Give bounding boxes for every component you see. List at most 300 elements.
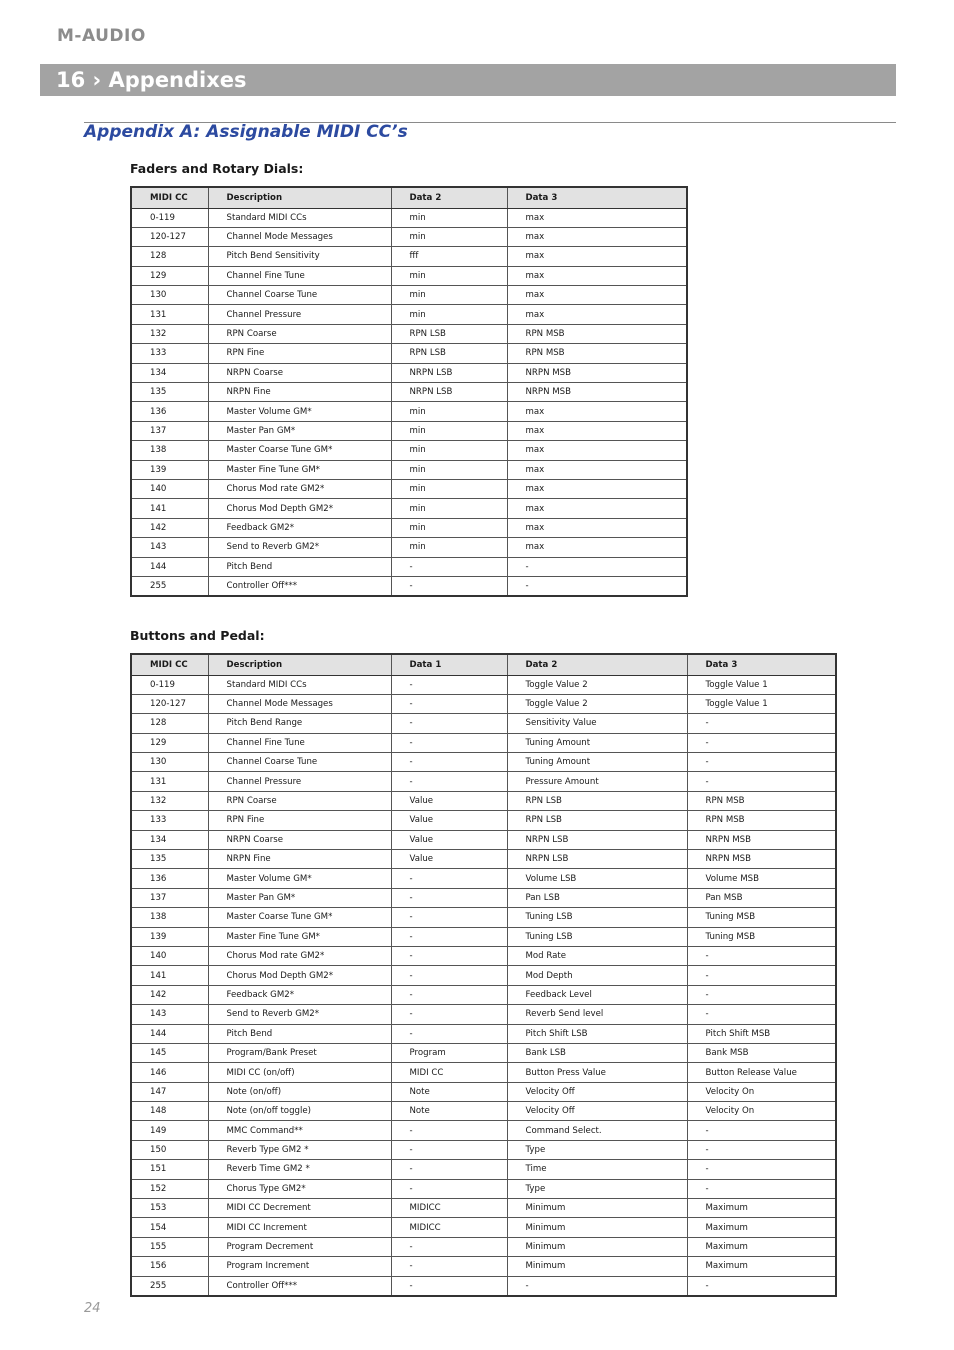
table-cell: 134 [131,830,208,849]
table-cell: 136 [131,869,208,888]
table-cell: 138 [131,441,208,460]
table-cell: Master Volume GM* [208,869,391,888]
table-cell: - [391,966,507,985]
table-cell: MIDI CC Decrement [208,1199,391,1218]
table-cell: 131 [131,772,208,791]
table-cell: Master Pan GM* [208,888,391,907]
table-cell: Tuning LSB [507,908,687,927]
table-cell: Value [391,791,507,810]
table-cell: Chorus Mod Depth GM2* [208,499,391,518]
table-cell: 139 [131,460,208,479]
table-row [131,421,687,440]
table-row [131,908,836,927]
table-row [131,227,687,246]
table-cell: max [507,499,687,518]
table-cell: - [687,1140,836,1159]
table-cell: - [391,1237,507,1256]
table-cell: 150 [131,1140,208,1159]
table-cell: Program Increment [208,1257,391,1276]
table-cell: Toggle Value 2 [507,675,687,694]
table-cell: max [507,286,687,305]
table-row [131,1005,836,1024]
table-row [131,363,687,382]
table-cell: 130 [131,753,208,772]
table-cell: - [391,576,507,595]
table-cell: Mod Depth [507,966,687,985]
table-row [131,344,687,363]
table-row [131,518,687,537]
table-cell: - [687,772,836,791]
table-cell: - [687,753,836,772]
table-cell: MIDICC [391,1199,507,1218]
faders-section-heading: Faders and Rotary Dials: [130,161,304,176]
table-row [131,966,836,985]
table-cell: 143 [131,1005,208,1024]
table-cell: Minimum [507,1218,687,1237]
table-cell: - [391,675,507,694]
chapter-title: 16 › Appendixes [56,68,247,92]
table-cell: Tuning LSB [507,927,687,946]
table-cell: 140 [131,479,208,498]
table-cell: RPN Fine [208,811,391,830]
table-cell: fff [391,247,507,266]
faders-table-body [131,208,687,596]
table-cell: RPN MSB [687,811,836,830]
table-cell: 144 [131,1024,208,1043]
buttons-cc-table [130,653,837,1297]
table-cell: Chorus Mod rate GM2* [208,946,391,965]
table-cell: max [507,402,687,421]
table-cell: Pitch Bend Sensitivity [208,247,391,266]
column-header: Data 3 [687,654,836,675]
table-cell: Tuning Amount [507,733,687,752]
table-cell: 255 [131,576,208,595]
table-cell: 156 [131,1257,208,1276]
table-cell: Pitch Bend [208,557,391,576]
table-cell: 120-127 [131,227,208,246]
table-cell: 141 [131,966,208,985]
table-cell: RPN LSB [391,324,507,343]
table-cell: 151 [131,1160,208,1179]
table-cell: min [391,305,507,324]
table-cell: Mod Rate [507,946,687,965]
table-cell: Toggle Value 1 [687,675,836,694]
table-cell: Maximum [687,1257,836,1276]
table-cell: Velocity On [687,1082,836,1101]
table-cell: Volume LSB [507,869,687,888]
table-cell: max [507,479,687,498]
table-cell: 147 [131,1082,208,1101]
table-cell: Feedback GM2* [208,518,391,537]
table-cell: Maximum [687,1199,836,1218]
table-cell: Tuning MSB [687,927,836,946]
table-cell: - [507,576,687,595]
table-cell: NRPN LSB [507,830,687,849]
table-cell: Time [507,1160,687,1179]
table-cell: max [507,208,687,227]
table-cell: min [391,208,507,227]
table-cell: 137 [131,888,208,907]
table-cell: Note (on/off) [208,1082,391,1101]
table-cell: min [391,499,507,518]
table-cell: - [391,1257,507,1276]
table-cell: Toggle Value 2 [507,694,687,713]
table-cell: Feedback GM2* [208,985,391,1004]
table-cell: 132 [131,791,208,810]
table-row [131,499,687,518]
table-cell: NRPN LSB [507,850,687,869]
table-header-row [131,654,836,675]
table-cell: - [391,927,507,946]
table-cell: Value [391,850,507,869]
table-cell: MIDI CC Increment [208,1218,391,1237]
table-cell: 141 [131,499,208,518]
table-cell: max [507,266,687,285]
table-cell: Button Release Value [687,1063,836,1082]
table-cell: max [507,227,687,246]
table-cell: Minimum [507,1257,687,1276]
table-cell: - [391,557,507,576]
table-cell: 148 [131,1102,208,1121]
table-row [131,1276,836,1295]
table-cell: RPN Coarse [208,324,391,343]
table-row [131,1140,836,1159]
table-cell: Maximum [687,1218,836,1237]
table-cell: Controller Off*** [208,1276,391,1295]
table-cell: Chorus Mod Depth GM2* [208,966,391,985]
table-cell: 149 [131,1121,208,1140]
table-cell: MMC Command** [208,1121,391,1140]
table-cell: Velocity Off [507,1082,687,1101]
table-cell: 145 [131,1043,208,1062]
table-cell: Standard MIDI CCs [208,208,391,227]
table-row [131,1121,836,1140]
table-cell: Standard MIDI CCs [208,675,391,694]
table-cell: - [687,1121,836,1140]
table-row [131,1257,836,1276]
table-cell: Toggle Value 1 [687,694,836,713]
table-cell: 128 [131,247,208,266]
table-row [131,305,687,324]
table-cell: NRPN LSB [391,363,507,382]
chapter-header-bar [40,64,896,96]
table-row [131,1082,836,1101]
table-row [131,1199,836,1218]
table-row [131,811,836,830]
table-cell: - [687,733,836,752]
table-cell: Value [391,811,507,830]
table-row [131,869,836,888]
table-row [131,1179,836,1198]
column-header: Data 3 [507,187,687,208]
table-cell: MIDI CC (on/off) [208,1063,391,1082]
appendix-title: Appendix A: Assignable MIDI CC’s [84,122,408,142]
table-row [131,888,836,907]
table-cell: Program [391,1043,507,1062]
table-cell: NRPN MSB [687,850,836,869]
table-cell: - [687,946,836,965]
column-header: Data 1 [391,654,507,675]
table-cell: 132 [131,324,208,343]
table-cell: - [391,753,507,772]
table-cell: 0-119 [131,208,208,227]
table-cell: 131 [131,305,208,324]
table-cell: Master Fine Tune GM* [208,460,391,479]
table-cell: NRPN LSB [391,383,507,402]
table-cell: 0-119 [131,675,208,694]
table-cell: NRPN MSB [687,830,836,849]
table-cell: max [507,421,687,440]
table-row [131,791,836,810]
table-cell: Pitch Shift LSB [507,1024,687,1043]
table-cell: Button Press Value [507,1063,687,1082]
table-row [131,850,836,869]
table-cell: Volume MSB [687,869,836,888]
table-cell: max [507,441,687,460]
table-row [131,538,687,557]
table-cell: Pan LSB [507,888,687,907]
table-cell: - [687,1276,836,1295]
table-cell: Tuning Amount [507,753,687,772]
table-cell: min [391,227,507,246]
table-row [131,402,687,421]
column-header: Description [208,187,391,208]
table-cell: Channel Pressure [208,772,391,791]
table-header-row [131,187,687,208]
table-cell: - [687,1179,836,1198]
table-row [131,208,687,227]
table-cell: Channel Coarse Tune [208,286,391,305]
table-row [131,1102,836,1121]
table-row [131,714,836,733]
table-cell: Channel Coarse Tune [208,753,391,772]
table-cell: Velocity On [687,1102,836,1121]
table-cell: - [687,1160,836,1179]
table-cell: MIDICC [391,1218,507,1237]
table-cell: Master Fine Tune GM* [208,927,391,946]
table-cell: Note [391,1082,507,1101]
table-cell: NRPN MSB [507,363,687,382]
table-cell: max [507,460,687,479]
table-cell: min [391,286,507,305]
column-header: MIDI CC [131,654,208,675]
table-row [131,383,687,402]
table-cell: - [391,1005,507,1024]
m-audio-logo: M-AUDIO [57,26,146,46]
table-cell: - [391,869,507,888]
column-header: Data 2 [391,187,507,208]
table-cell: min [391,441,507,460]
table-cell: 143 [131,538,208,557]
table-row [131,772,836,791]
table-cell: Reverb Send level [507,1005,687,1024]
table-cell: Program Decrement [208,1237,391,1256]
table-row [131,1024,836,1043]
table-cell: min [391,538,507,557]
table-cell: min [391,479,507,498]
table-cell: Master Volume GM* [208,402,391,421]
table-cell: max [507,247,687,266]
table-cell: 135 [131,383,208,402]
table-cell: Master Coarse Tune GM* [208,908,391,927]
buttons-table-body [131,675,836,1296]
table-cell: max [507,518,687,537]
table-cell: Minimum [507,1237,687,1256]
table-cell: - [391,694,507,713]
table-cell: Reverb Time GM2 * [208,1160,391,1179]
table-cell: 136 [131,402,208,421]
table-cell: - [391,985,507,1004]
buttons-section-heading: Buttons and Pedal: [130,628,265,643]
table-cell: - [687,966,836,985]
table-cell: 134 [131,363,208,382]
table-cell: - [391,1179,507,1198]
table-cell: - [391,908,507,927]
table-cell: RPN LSB [391,344,507,363]
table-cell: Pressure Amount [507,772,687,791]
table-cell: 146 [131,1063,208,1082]
table-row [131,1237,836,1256]
table-cell: 129 [131,733,208,752]
faders-cc-table [130,186,688,597]
table-cell: NRPN Coarse [208,830,391,849]
table-cell: MIDI CC [391,1063,507,1082]
table-cell: Send to Reverb GM2* [208,538,391,557]
table-cell: 129 [131,266,208,285]
table-cell: 152 [131,1179,208,1198]
table-cell: min [391,266,507,285]
table-cell: Send to Reverb GM2* [208,1005,391,1024]
table-cell: NRPN Fine [208,850,391,869]
column-header: Data 2 [507,654,687,675]
table-cell: Master Pan GM* [208,421,391,440]
table-cell: - [507,557,687,576]
table-cell: 138 [131,908,208,927]
table-cell: Bank LSB [507,1043,687,1062]
table-cell: RPN Fine [208,344,391,363]
table-cell: - [391,1140,507,1159]
table-row [131,266,687,285]
table-cell: 128 [131,714,208,733]
table-cell: NRPN Coarse [208,363,391,382]
table-cell: 120-127 [131,694,208,713]
table-cell: max [507,538,687,557]
table-cell: Channel Pressure [208,305,391,324]
table-row [131,247,687,266]
table-cell: - [391,714,507,733]
table-row [131,753,836,772]
table-cell: 137 [131,421,208,440]
table-cell: Tuning MSB [687,908,836,927]
table-cell: - [391,1160,507,1179]
column-header: Description [208,654,391,675]
table-cell: Command Select. [507,1121,687,1140]
table-cell: - [391,1121,507,1140]
table-cell: Maximum [687,1237,836,1256]
table-cell: 135 [131,850,208,869]
table-cell: 144 [131,557,208,576]
table-row [131,927,836,946]
table-cell: Program/Bank Preset [208,1043,391,1062]
column-header: MIDI CC [131,187,208,208]
table-cell: Controller Off*** [208,576,391,595]
table-row [131,1218,836,1237]
table-cell: Velocity Off [507,1102,687,1121]
table-row [131,479,687,498]
table-row [131,1160,836,1179]
table-cell: 154 [131,1218,208,1237]
table-cell: min [391,421,507,440]
table-cell: 142 [131,985,208,1004]
table-cell: Feedback Level [507,985,687,1004]
table-cell: Master Coarse Tune GM* [208,441,391,460]
table-cell: - [687,985,836,1004]
table-row [131,985,836,1004]
table-cell: RPN LSB [507,791,687,810]
table-cell: RPN Coarse [208,791,391,810]
table-cell: 140 [131,946,208,965]
table-row [131,441,687,460]
table-cell: - [391,888,507,907]
table-cell: RPN MSB [507,344,687,363]
table-cell: max [507,305,687,324]
table-cell: - [391,946,507,965]
table-cell: Channel Fine Tune [208,266,391,285]
table-row [131,576,687,595]
table-row [131,946,836,965]
table-cell: 133 [131,344,208,363]
table-cell: NRPN MSB [507,383,687,402]
table-cell: RPN MSB [507,324,687,343]
table-cell: 139 [131,927,208,946]
table-cell: min [391,460,507,479]
table-cell: Value [391,830,507,849]
table-row [131,557,687,576]
table-cell: Note [391,1102,507,1121]
table-cell: - [391,772,507,791]
table-row [131,733,836,752]
table-cell: RPN LSB [507,811,687,830]
table-cell: 142 [131,518,208,537]
table-cell: Pan MSB [687,888,836,907]
table-cell: 133 [131,811,208,830]
table-cell: Sensitivity Value [507,714,687,733]
table-cell: min [391,518,507,537]
table-cell: - [391,1024,507,1043]
table-cell: Type [507,1140,687,1159]
table-row [131,460,687,479]
table-cell: - [507,1276,687,1295]
table-cell: Type [507,1179,687,1198]
page-number: 24 [84,1301,101,1316]
table-cell: Pitch Shift MSB [687,1024,836,1043]
table-row [131,694,836,713]
table-cell: Chorus Type GM2* [208,1179,391,1198]
table-cell: 153 [131,1199,208,1218]
table-cell: 130 [131,286,208,305]
table-cell: 255 [131,1276,208,1295]
table-cell: Note (on/off toggle) [208,1102,391,1121]
table-cell: - [391,1276,507,1295]
table-cell: Channel Mode Messages [208,694,391,713]
table-row [131,675,836,694]
table-row [131,1063,836,1082]
table-cell: Minimum [507,1199,687,1218]
table-cell: NRPN Fine [208,383,391,402]
table-cell: Reverb Type GM2 * [208,1140,391,1159]
table-cell: RPN MSB [687,791,836,810]
table-cell: Pitch Bend Range [208,714,391,733]
